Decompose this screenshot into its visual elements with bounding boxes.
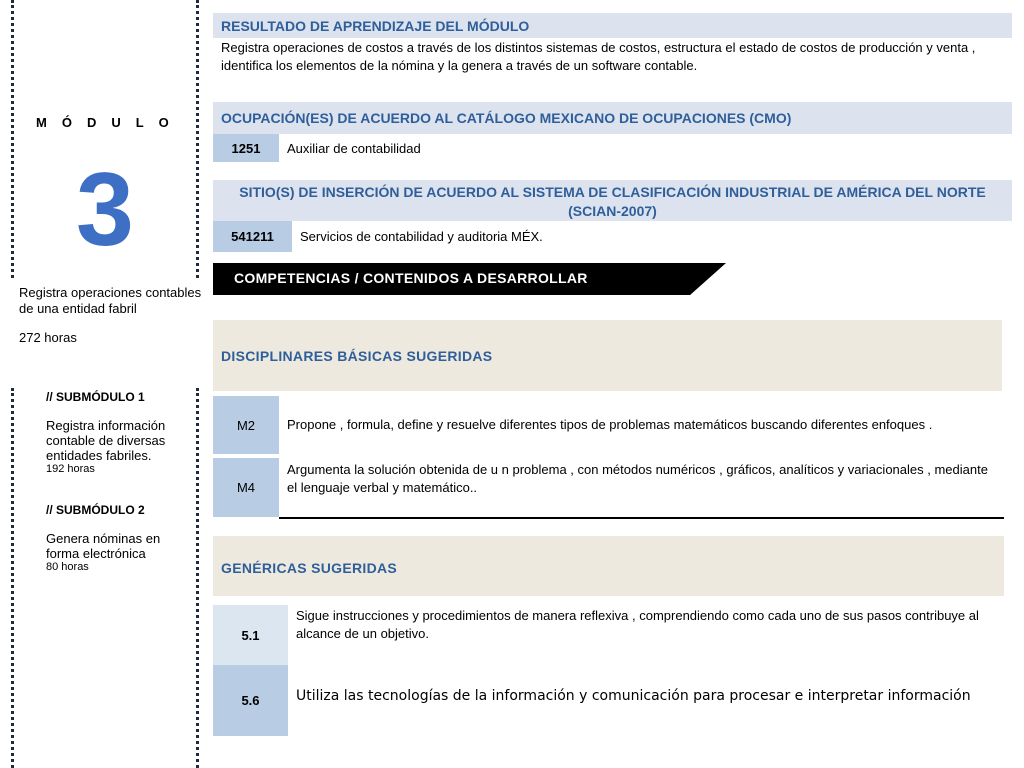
sitio-code: 541211 xyxy=(213,221,292,252)
submodulo-2-hours: 80 horas xyxy=(46,561,89,573)
submodulo-2 xyxy=(46,503,186,573)
sitio-title: SITIO(S) DE INSERCIÓN DE ACUERDO AL SISTEMA DE CLASIFICACIÓN INDUSTRIAL DE AMÉRICA DEL NORTE (SCIAN-2007) xyxy=(239,184,986,219)
competencias-title: COMPETENCIAS / CONTENIDOS A DESARROLLAR xyxy=(234,270,588,286)
generica-text-5-6: Utiliza las tecnologías de la información y comunicación para procesar e interpretar información xyxy=(296,688,971,704)
modulo-number: 3 xyxy=(76,152,134,268)
disciplinar-code-m2: M2 xyxy=(213,396,279,454)
modulo-hours: 272 horas xyxy=(19,330,77,345)
sitio-header xyxy=(213,180,1012,221)
left-dotted-divider-bottom xyxy=(11,388,14,768)
ocupacion-title: OCUPACIÓN(ES) DE ACUERDO AL CATÁLOGO MEXICANO DE OCUPACIONES (CMO) xyxy=(221,110,792,126)
submodulo-1-description: Registra información contable de diversas entidades fabriles. xyxy=(46,418,166,463)
ocupacion-text: Auxiliar de contabilidad xyxy=(287,141,421,156)
submodulo-1-hours: 192 horas xyxy=(46,463,95,475)
modulo-description: Registra operaciones contables de una entidad fabril xyxy=(19,285,202,316)
submodulo-2-description: Genera nóminas en forma electrónica xyxy=(46,531,161,561)
resultado-text: Registra operaciones de costos a través de los distintos sistemas de costos, estructura el estado de costos de producción y venta , identifica los elementos de la nómina y la genera a través de un software contable. xyxy=(221,40,976,73)
modulo-label: MÓDULO xyxy=(36,115,184,130)
resultado-header xyxy=(213,13,1012,38)
sitio-text: Servicios de contabilidad y auditoria MÉX. xyxy=(300,229,543,244)
disciplinar-text-m4: Argumenta la solución obtenida de u n problema , con métodos numéricos , gráficos, analíticos y variacionales , mediante el lenguaje verbal y matemático.. xyxy=(287,462,988,495)
generica-code-5-1: 5.1 xyxy=(213,605,288,665)
disciplinares-title: DISCIPLINARES BÁSICAS SUGERIDAS xyxy=(221,348,493,364)
genericas-title: GENÉRICAS SUGERIDAS xyxy=(221,560,398,576)
left-dotted-divider-top xyxy=(11,0,14,278)
resultado-title: RESULTADO DE APRENDIZAJE DEL MÓDULO xyxy=(221,18,530,34)
generica-code-5-6: 5.6 xyxy=(213,665,288,736)
submodulo-2-title: // SUBMÓDULO 2 xyxy=(46,503,145,517)
disciplinar-code-m4: M4 xyxy=(213,458,279,517)
submodulo-1 xyxy=(46,390,186,475)
right-dotted-divider-bottom xyxy=(196,388,199,768)
disciplinares-divider xyxy=(279,517,1004,519)
submodulo-1-title: // SUBMÓDULO 1 xyxy=(46,390,145,404)
disciplinar-text-m2: Propone , formula, define y resuelve diferentes tipos de problemas matemáticos buscando diferentes enfoques . xyxy=(287,417,933,432)
generica-text-5-1: Sigue instrucciones y procedimientos de manera reflexiva , comprendiendo como cada uno de sus pasos contribuye al alcance de un objetivo. xyxy=(296,608,979,641)
ocupacion-code: 1251 xyxy=(213,134,279,162)
ocupacion-header xyxy=(213,102,1012,134)
right-dotted-divider-top xyxy=(196,0,199,278)
